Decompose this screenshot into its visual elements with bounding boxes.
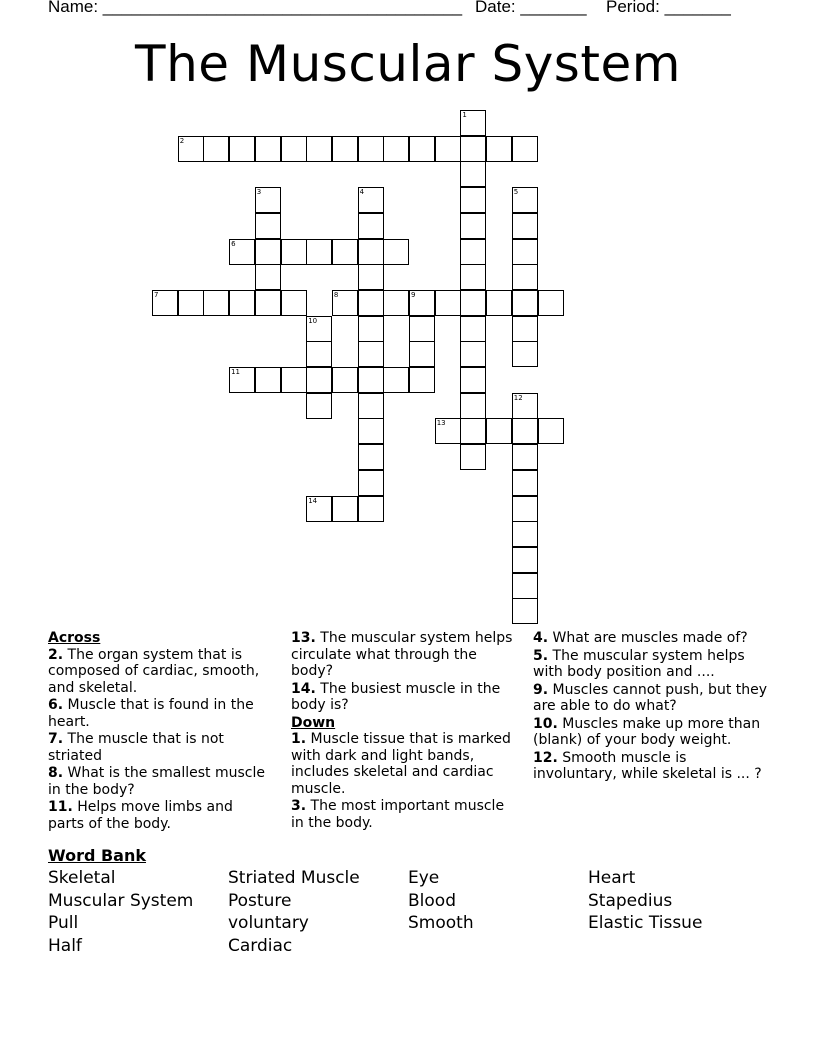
word-bank-heading: Word Bank [48, 846, 147, 865]
crossword-cell[interactable] [512, 573, 538, 599]
crossword-cell[interactable] [512, 393, 538, 419]
crossword-cell[interactable] [435, 290, 461, 316]
word-bank-item: Elastic Tissue [588, 913, 703, 933]
crossword-cell[interactable] [460, 418, 486, 444]
crossword-cell[interactable] [358, 264, 384, 290]
crossword-cell[interactable] [358, 496, 384, 522]
crossword-cell[interactable] [306, 316, 332, 342]
crossword-cell[interactable] [358, 393, 384, 419]
crossword-cell[interactable] [255, 213, 281, 239]
clue-down-3: 3. The most important muscle in the body. [291, 798, 505, 831]
crossword-cell[interactable] [358, 444, 384, 470]
crossword-cell[interactable] [512, 547, 538, 573]
clues-column-1 [48, 630, 273, 833]
clue-number: 12 [513, 393, 523, 402]
crossword-cell[interactable] [306, 239, 332, 265]
crossword-cell[interactable] [203, 136, 229, 162]
crossword-cell[interactable] [281, 239, 307, 265]
crossword-cell[interactable] [255, 187, 281, 213]
crossword-cell[interactable] [409, 316, 435, 342]
crossword-cell[interactable] [512, 290, 538, 316]
crossword-cell[interactable] [229, 136, 255, 162]
word-bank-item: Striated Muscle [228, 868, 360, 888]
clue-down-12: 12. Smooth muscle is involuntary, while skeletal is ... ? [533, 749, 762, 782]
crossword-cell[interactable] [460, 161, 486, 187]
crossword-cell[interactable] [383, 239, 409, 265]
crossword-cell[interactable] [409, 136, 435, 162]
page-title: The Muscular System [135, 35, 681, 93]
clue-number: 1 [462, 111, 467, 119]
crossword-cell[interactable] [512, 444, 538, 470]
crossword-cell[interactable] [178, 136, 204, 162]
crossword-cell[interactable] [255, 136, 281, 162]
crossword-cell[interactable] [281, 367, 307, 393]
crossword-cell[interactable] [358, 187, 384, 213]
name-field-label: Name: ______________________________________ [48, 0, 463, 16]
clue-number: 6 [231, 239, 236, 248]
crossword-cell[interactable] [358, 290, 384, 316]
crossword-cell[interactable] [203, 290, 229, 316]
clue-number: 13 [436, 419, 446, 428]
crossword-cell[interactable] [255, 290, 281, 316]
crossword-cell[interactable] [435, 136, 461, 162]
clue-number: 14 [308, 496, 318, 505]
clue-number: 2 [179, 136, 185, 145]
crossword-cell[interactable] [460, 316, 486, 342]
word-bank-item: Skeletal [48, 868, 116, 888]
crossword-cell[interactable] [409, 367, 435, 393]
clue-number: 8 [333, 290, 339, 299]
word-bank-item: Heart [588, 868, 636, 888]
clue-down-9: 9. Muscles cannot push, but they are able to do what? [533, 681, 768, 714]
word-bank-item: Cardiac [228, 936, 293, 956]
clue-number: 9 [411, 290, 416, 299]
crossword-cell[interactable] [460, 444, 486, 470]
crossword-cell[interactable] [229, 290, 255, 316]
clue-across-14: 14. The busiest muscle in the body is? [291, 680, 501, 713]
crossword-cell[interactable] [281, 136, 307, 162]
clue-down-10: 10. Muscles make up more than (blank) of your body weight. [533, 715, 761, 748]
word-bank-item: Stapedius [588, 891, 673, 911]
clue-number: 4 [359, 188, 365, 197]
crossword-cell[interactable] [409, 341, 435, 367]
word-bank-item: Half [48, 936, 82, 956]
clue-across-11: 11. Helps move limbs and parts of the body. [48, 799, 233, 832]
crossword-cell[interactable] [383, 136, 409, 162]
crossword-cell[interactable] [512, 239, 538, 265]
crossword-cell[interactable] [512, 341, 538, 367]
word-bank-item: Smooth [408, 913, 474, 933]
crossword-cell[interactable] [358, 470, 384, 496]
clue-across-8: 8. What is the smallest muscle in the body? [48, 765, 265, 798]
crossword-cell[interactable] [512, 521, 538, 547]
clue-number: 7 [154, 290, 159, 299]
crossword-cell[interactable] [332, 136, 358, 162]
crossword-cell[interactable] [255, 367, 281, 393]
crossword-cell[interactable] [512, 187, 538, 213]
crossword-cell[interactable] [281, 290, 307, 316]
crossword-cell[interactable] [229, 239, 255, 265]
clue-across-13: 13. The muscular system helps circulate what through the body? [291, 630, 513, 679]
clues-column-2 [291, 630, 521, 832]
clue-across-2: 2. The organ system that is composed of cardiac, smooth, and skeletal. [48, 646, 260, 696]
clues-column-3 [533, 630, 773, 784]
crossword-cell[interactable] [229, 367, 255, 393]
crossword-cell[interactable] [255, 239, 281, 265]
clue-down-5: 5. The muscular system helps with body position and .... [533, 647, 745, 680]
word-bank-item: Pull [48, 913, 79, 933]
crossword-cell[interactable] [512, 418, 538, 444]
crossword-cell[interactable] [306, 393, 332, 419]
period-field-label: Period: _______ [606, 0, 731, 16]
across-heading: Across [48, 630, 101, 646]
crossword-cell[interactable] [435, 418, 461, 444]
clue-number: 11 [231, 368, 241, 376]
crossword-cell[interactable] [460, 187, 486, 213]
crossword-cell[interactable] [460, 136, 486, 162]
crossword-cell[interactable] [486, 290, 512, 316]
crossword-cell[interactable] [383, 367, 409, 393]
crossword-cell[interactable] [306, 496, 332, 522]
clue-down-4: 4. What are muscles made of? [533, 630, 748, 646]
crossword-cell[interactable] [358, 418, 384, 444]
crossword-cell[interactable] [152, 290, 178, 316]
crossword-cell[interactable] [486, 136, 512, 162]
crossword-cell[interactable] [512, 470, 538, 496]
crossword-cell[interactable] [332, 496, 358, 522]
crossword-cell[interactable] [358, 341, 384, 367]
crossword-cell[interactable] [332, 239, 358, 265]
crossword-cell[interactable] [512, 496, 538, 522]
clue-number: 3 [256, 188, 262, 197]
crossword-cell[interactable] [358, 239, 384, 265]
clue-number: 5 [513, 188, 519, 197]
crossword-cell[interactable] [332, 290, 358, 316]
crossword-cell[interactable] [460, 341, 486, 367]
clue-across-7: 7. The muscle that is not striated [48, 731, 224, 764]
word-bank-item: Muscular System [48, 891, 194, 911]
crossword-cell[interactable] [512, 598, 538, 624]
crossword-cell[interactable] [306, 367, 332, 393]
clue-across-6: 6. Muscle that is found in the heart. [48, 697, 254, 730]
crossword-cell[interactable] [538, 418, 564, 444]
crossword-cell[interactable] [332, 367, 358, 393]
crossword-cell[interactable] [358, 316, 384, 342]
crossword-cell[interactable] [486, 418, 512, 444]
crossword-cell[interactable] [460, 213, 486, 239]
word-bank-item: Eye [408, 868, 440, 888]
crossword-cell[interactable] [512, 213, 538, 239]
crossword-cell[interactable] [460, 393, 486, 419]
crossword-cell[interactable] [358, 136, 384, 162]
crossword-cell[interactable] [306, 341, 332, 367]
word-bank-item: Posture [228, 891, 292, 911]
date-field-label: Date: _______ [475, 0, 587, 16]
crossword-cell[interactable] [460, 239, 486, 265]
crossword-cell[interactable] [460, 264, 486, 290]
crossword-cell[interactable] [306, 136, 332, 162]
crossword-cell[interactable] [512, 264, 538, 290]
crossword-cell[interactable] [178, 290, 204, 316]
crossword-cell[interactable] [460, 290, 486, 316]
crossword-cell[interactable] [538, 290, 564, 316]
clue-number: 10 [308, 316, 318, 325]
crossword-cell[interactable] [358, 367, 384, 393]
word-bank-item: Blood [408, 891, 456, 911]
crossword-cell[interactable] [383, 290, 409, 316]
crossword-cell[interactable] [512, 316, 538, 342]
crossword-cell[interactable] [409, 290, 435, 316]
crossword-cell[interactable] [512, 136, 538, 162]
word-bank-item: voluntary [228, 913, 309, 933]
crossword-cell[interactable] [255, 264, 281, 290]
down-heading: Down [291, 714, 336, 731]
crossword-cell[interactable] [358, 213, 384, 239]
clue-down-1: 1. Muscle tissue that is marked with dark and light bands, includes skeletal and cardiac muscle. [291, 731, 511, 797]
crossword-cell[interactable] [460, 367, 486, 393]
crossword-cell[interactable] [460, 110, 486, 136]
